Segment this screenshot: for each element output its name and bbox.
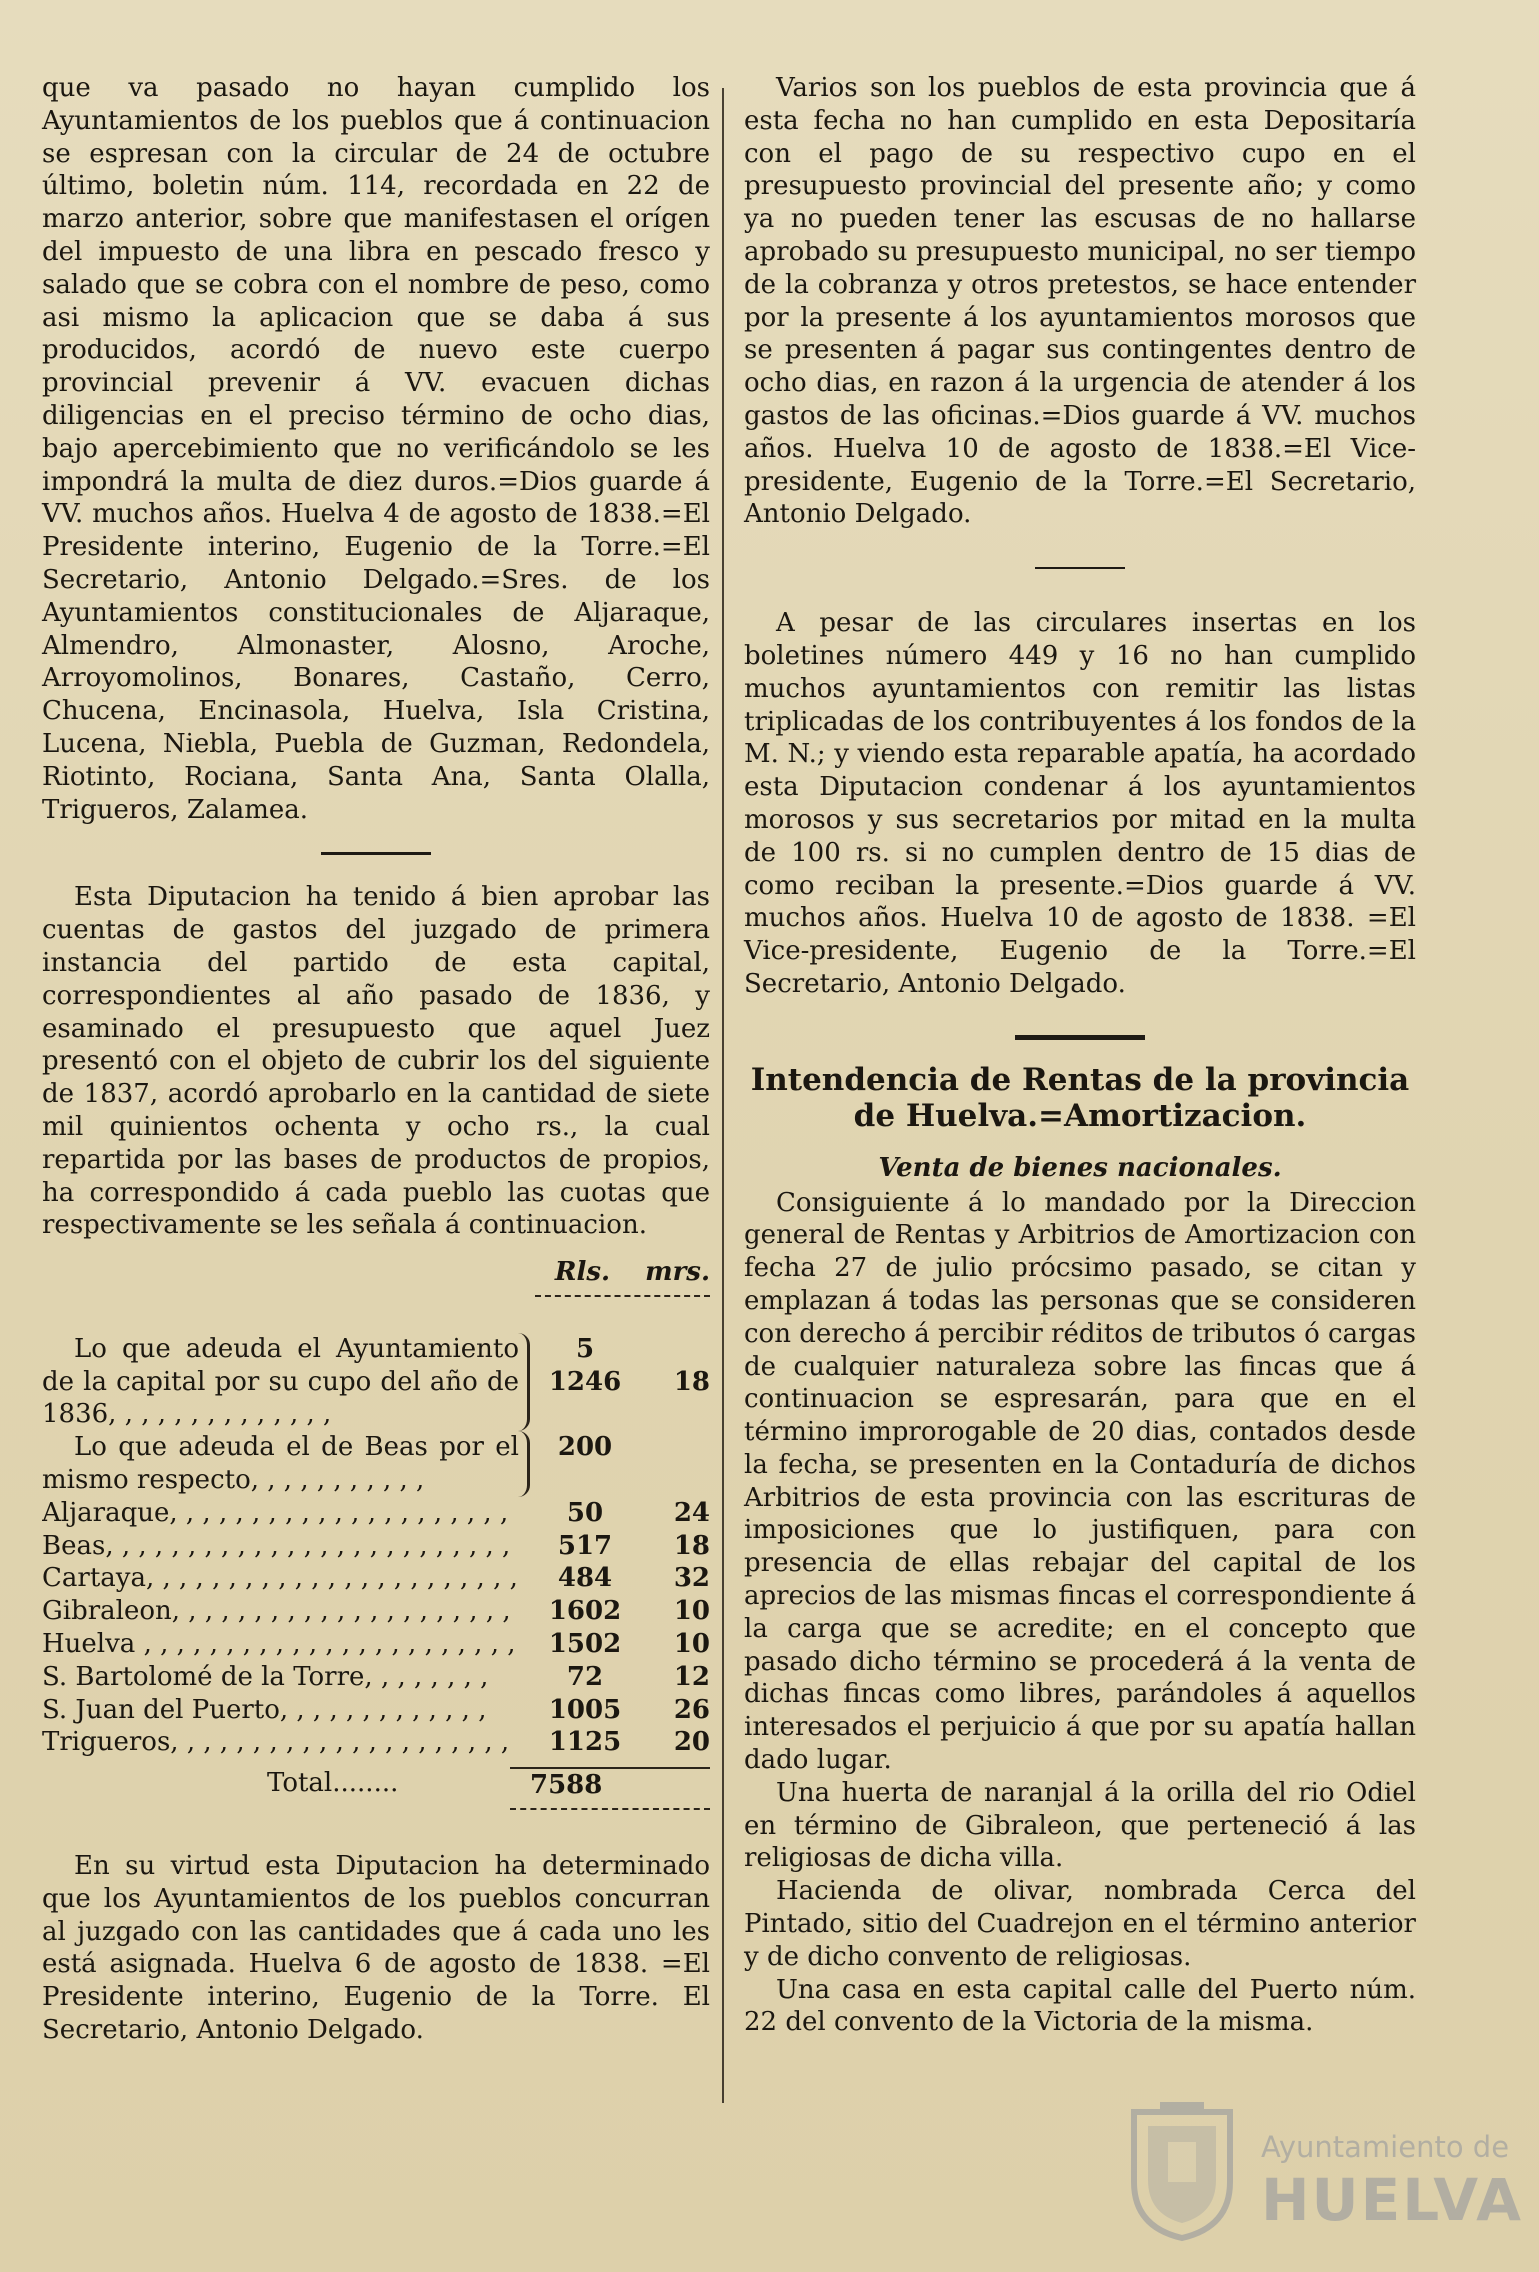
row-mrs — [640, 1333, 710, 1431]
header-mrs: mrs. — [645, 1257, 710, 1288]
watermark-line2: HUELVA — [1261, 2166, 1524, 2234]
separator — [1015, 1035, 1145, 1040]
finca-casa-capital: Una casa en esta capital calle del Puerto núm. 22 del convento de la Victoria de la misma. — [744, 1974, 1416, 2038]
table-row — [42, 1628, 710, 1661]
separator — [1035, 567, 1125, 569]
table-row — [42, 1726, 710, 1759]
row-mrs-spacer — [640, 1333, 710, 1366]
row-mrs: 10 — [673, 1629, 710, 1660]
row-label: Aljaraque, , , , , , , , , , , , , , , , , , , , , — [42, 1497, 509, 1528]
row-label: Beas, , , , , , , , , , , , , , , , , , , , , , , , , — [42, 1530, 511, 1561]
total-dash-line — [510, 1808, 710, 1810]
total-row — [42, 1767, 710, 1802]
notice-amortizacion: Consiguiente á lo mandado por la Direccion general de Rentas y Arbitrios de Amortizacion con fecha 27 de julio prócsimo pasado, se citan y emplazan á todas las personas que se consideren con derecho á percibir réditos de tributos ó cargas de cualquier naturaleza sobre las fincas que á continuacion se espresarán, para que en el término improrogable de 20 dias, contados desde la fecha, se presenten en la Contaduría de dichos Arbitrios de esta provincia con las escrituras de imposiciones que lo justifiquen, para con presencia de ellas rebajar del capital de los aprecios de las mismas fincas el correspondiente á la carga que se acredite; en el concepto que pasado dicho término se procederá á la venta de dichas fincas como libres, parándoles á aquellos interesados el perjuicio á que por su apatía hallan dado lugar. — [744, 1187, 1417, 1776]
row-rls: 1502 — [548, 1629, 622, 1660]
row-mrs: 12 — [673, 1661, 710, 1692]
total-label: Total........ — [267, 1768, 399, 1799]
row-label: Lo que adeuda el de Beas por el mismo respecto, , , , , , , , , , , — [42, 1431, 530, 1497]
section-heading-intendencia: Intendencia de Rentas de la provincia de Huelva.=Amortizacion. — [750, 1061, 1410, 1134]
row-mrs: 18 — [673, 1530, 710, 1561]
table-row — [42, 1431, 710, 1497]
notice-peso-impuesto: que va pasado no hayan cumplido los Ayuntamientos de los pueblos que á continuacion se espresan con la circular de 24 de octubre último, boletin núm. 114, recordada en 22 de marzo anterior, sobre que manifestasen el orígen del impuesto de una libra en pescado fresco y salado que se cobra con el nombre de peso, como asi mismo la aplicacion que se daba á sus producidos, acordó de nuevo este cuerpo provincial prevenir á VV. evacuen dichas diligencias en el preciso término de ocho dias, bajo apercebimiento que no verificándolo se les impondrá la multa de diez duros.=Dios guarde á VV. muchos años. Huelva 4 de agosto de 1838.=El Presidente interino, Eugenio de la Torre.=El Secretario, Antonio Delgado.=Sres. de los Ayuntamientos constitucionales de Aljaraque, Almendro, Almonaster, Alosno, Aroche, Arroyomolinos, Bonares, Castaño, Cerro, Chucena, Encinasola, Huelva, Isla Cristina, Lucena, Niebla, Puebla de Guzman, Redondela, Riotinto, Rociana, Santa Ana, Santa Olalla, Trigueros, Zalamea. — [42, 73, 710, 825]
row-rls-value: 200 — [557, 1432, 613, 1463]
row-rls-spacer — [530, 1398, 640, 1431]
table-row — [42, 1562, 710, 1595]
row-rls-spacer — [530, 1464, 640, 1497]
right-column — [744, 72, 1416, 2039]
row-rls — [530, 1431, 640, 1497]
watermark-line1: Ayuntamiento de — [1261, 2130, 1510, 2164]
simple-rows — [42, 1497, 710, 1759]
column-divider — [722, 88, 724, 2103]
notice-depositaria-cupo: Varios son los pueblos de esta provincia que á esta fecha no han cumplido en esta Depositaría con el pago de su respectivo cupo en el presupuesto provincial del presente año; y como ya no pueden tener las escusas de no hallarse aprobado su presupuesto municipal, no ser tiempo de la cobranza y otros pretestos, se hace entender por la presente á los ayuntamientos morosos que se presenten á pagar sus contingentes dentro de ocho dias, en razon á la urgencia de atender á los gastos de las oficinas.=Dios guarde á VV. muchos años. Huelva 10 de agosto de 1838.=El Vice-presidente, Eugenio de la Torre.=El Secretario, Antonio Delgado. — [744, 73, 1416, 530]
table-row — [42, 1497, 710, 1530]
notice-juzgado-cuentas: Esta Diputacion ha tenido á bien aprobar las cuentas de gastos del juzgado de primera instancia del partido de esta capital, correspondientes al año pasado de 1836, y esaminado el presupuesto que aquel Juez presentó con el objeto de cubrir los del siguiente de 1837, acordó aprobarlo en la cantidad de siete mil quinientos ochenta y ocho rs., la cual repartida por las bases de productos de propios, ha correspondido á cada pueblo las cuotas que respectivamente se les señala á continuacion. — [42, 882, 710, 1241]
row-label: Trigueros, , , , , , , , , , , , , , , , , , , , , — [42, 1727, 510, 1758]
row-rls: 50 — [566, 1497, 604, 1528]
row-rls: 1005 — [548, 1694, 622, 1725]
left-column — [42, 72, 710, 2047]
total-rls: 7588 — [510, 1767, 710, 1802]
finca-hacienda-olivar: Hacienda de olivar, nombrada Cerca del Pintado, sitio del Cuadrejon en el término anterior y de dicho convento de religiosas. — [744, 1876, 1416, 1972]
row-label: Gibraleon, , , , , , , , , , , , , , , , , , , , , — [42, 1596, 511, 1627]
finca-huerta-naranjal: Una huerta de naranjal á la orilla del rio Odiel en término de Gibraleon, que perteneció á las religiosas de dicha villa. — [744, 1777, 1416, 1874]
city-shield-icon — [1126, 2102, 1238, 2242]
row-label: Lo que adeuda el Ayuntamiento de la capital por su cupo del año de 1836, , , , , , , , , , , , , , — [42, 1333, 530, 1431]
row-label: Cartaya, , , , , , , , , , , , , , , , , , , , , , , — [42, 1563, 518, 1594]
row-mrs: 32 — [673, 1563, 710, 1594]
row-label: S. Bartolomé de la Torre, , , , , , , , — [42, 1661, 489, 1692]
row-rls: 1125 — [548, 1727, 622, 1758]
header-dash-line — [535, 1295, 710, 1297]
cuotas-table-header — [42, 1256, 710, 1289]
notice-juzgado-determinacion: En su virtud esta Diputacion ha determinado que los Ayuntamientos de los pueblos concurran al juzgado con las cantidades que á cada uno les está asignada. Huelva 6 de agosto de 1838. =El Presidente interino, Eugenio de la Torre. El Secretario, Antonio Delgado. — [42, 1851, 710, 2046]
row-mrs: 26 — [673, 1694, 710, 1725]
row-rls — [530, 1333, 640, 1431]
table-row — [42, 1595, 710, 1628]
row-mrs: 20 — [673, 1727, 710, 1758]
row-rls: 1602 — [548, 1596, 622, 1627]
row-rls: 72 — [566, 1661, 604, 1692]
table-row — [42, 1530, 710, 1563]
notice-listas-contribuyentes: A pesar de las circulares insertas en los boletines número 449 y 16 no han cumplido muchos ayuntamientos con remitir las listas triplicadas de los contribuyentes á los fondos de la M. N.; y viendo esta reparable apatía, ha acordado esta Diputacion condenar á los ayuntamientos morosos y sus secretarios por mitad en la multa de 100 rs. si no cumplen dentro de 15 dias de como reciban la presente.=Dios guarde á VV. muchos años. Huelva 10 de agosto de 1838. =El Vice-presidente, Eugenio de la Torre.=El Secretario, Antonio Delgado. — [744, 608, 1416, 999]
row-label: Huelva , , , , , , , , , , , , , , , , , , , , , , , — [42, 1629, 516, 1660]
row-rls-a: 5 — [575, 1333, 595, 1364]
row-mrs-value: 18 — [673, 1366, 710, 1397]
header-rls: Rls. — [554, 1257, 611, 1288]
row-rls: 484 — [557, 1563, 613, 1594]
table-row — [42, 1694, 710, 1727]
row-rls-b: 1246 — [548, 1366, 622, 1397]
row-mrs: 10 — [673, 1596, 710, 1627]
table-row — [42, 1333, 710, 1431]
row-mrs-spacer — [640, 1398, 710, 1431]
watermark — [1126, 2102, 1524, 2252]
row-rls: 517 — [557, 1530, 613, 1561]
separator — [321, 852, 431, 855]
cuotas-table — [42, 1256, 710, 1810]
table-row — [42, 1661, 710, 1694]
row-mrs: 24 — [673, 1497, 710, 1528]
section-subheading-venta: Venta de bienes nacionales. — [878, 1152, 1282, 1183]
row-label: S. Juan del Puerto, , , , , , , , , , , , , — [42, 1694, 487, 1725]
